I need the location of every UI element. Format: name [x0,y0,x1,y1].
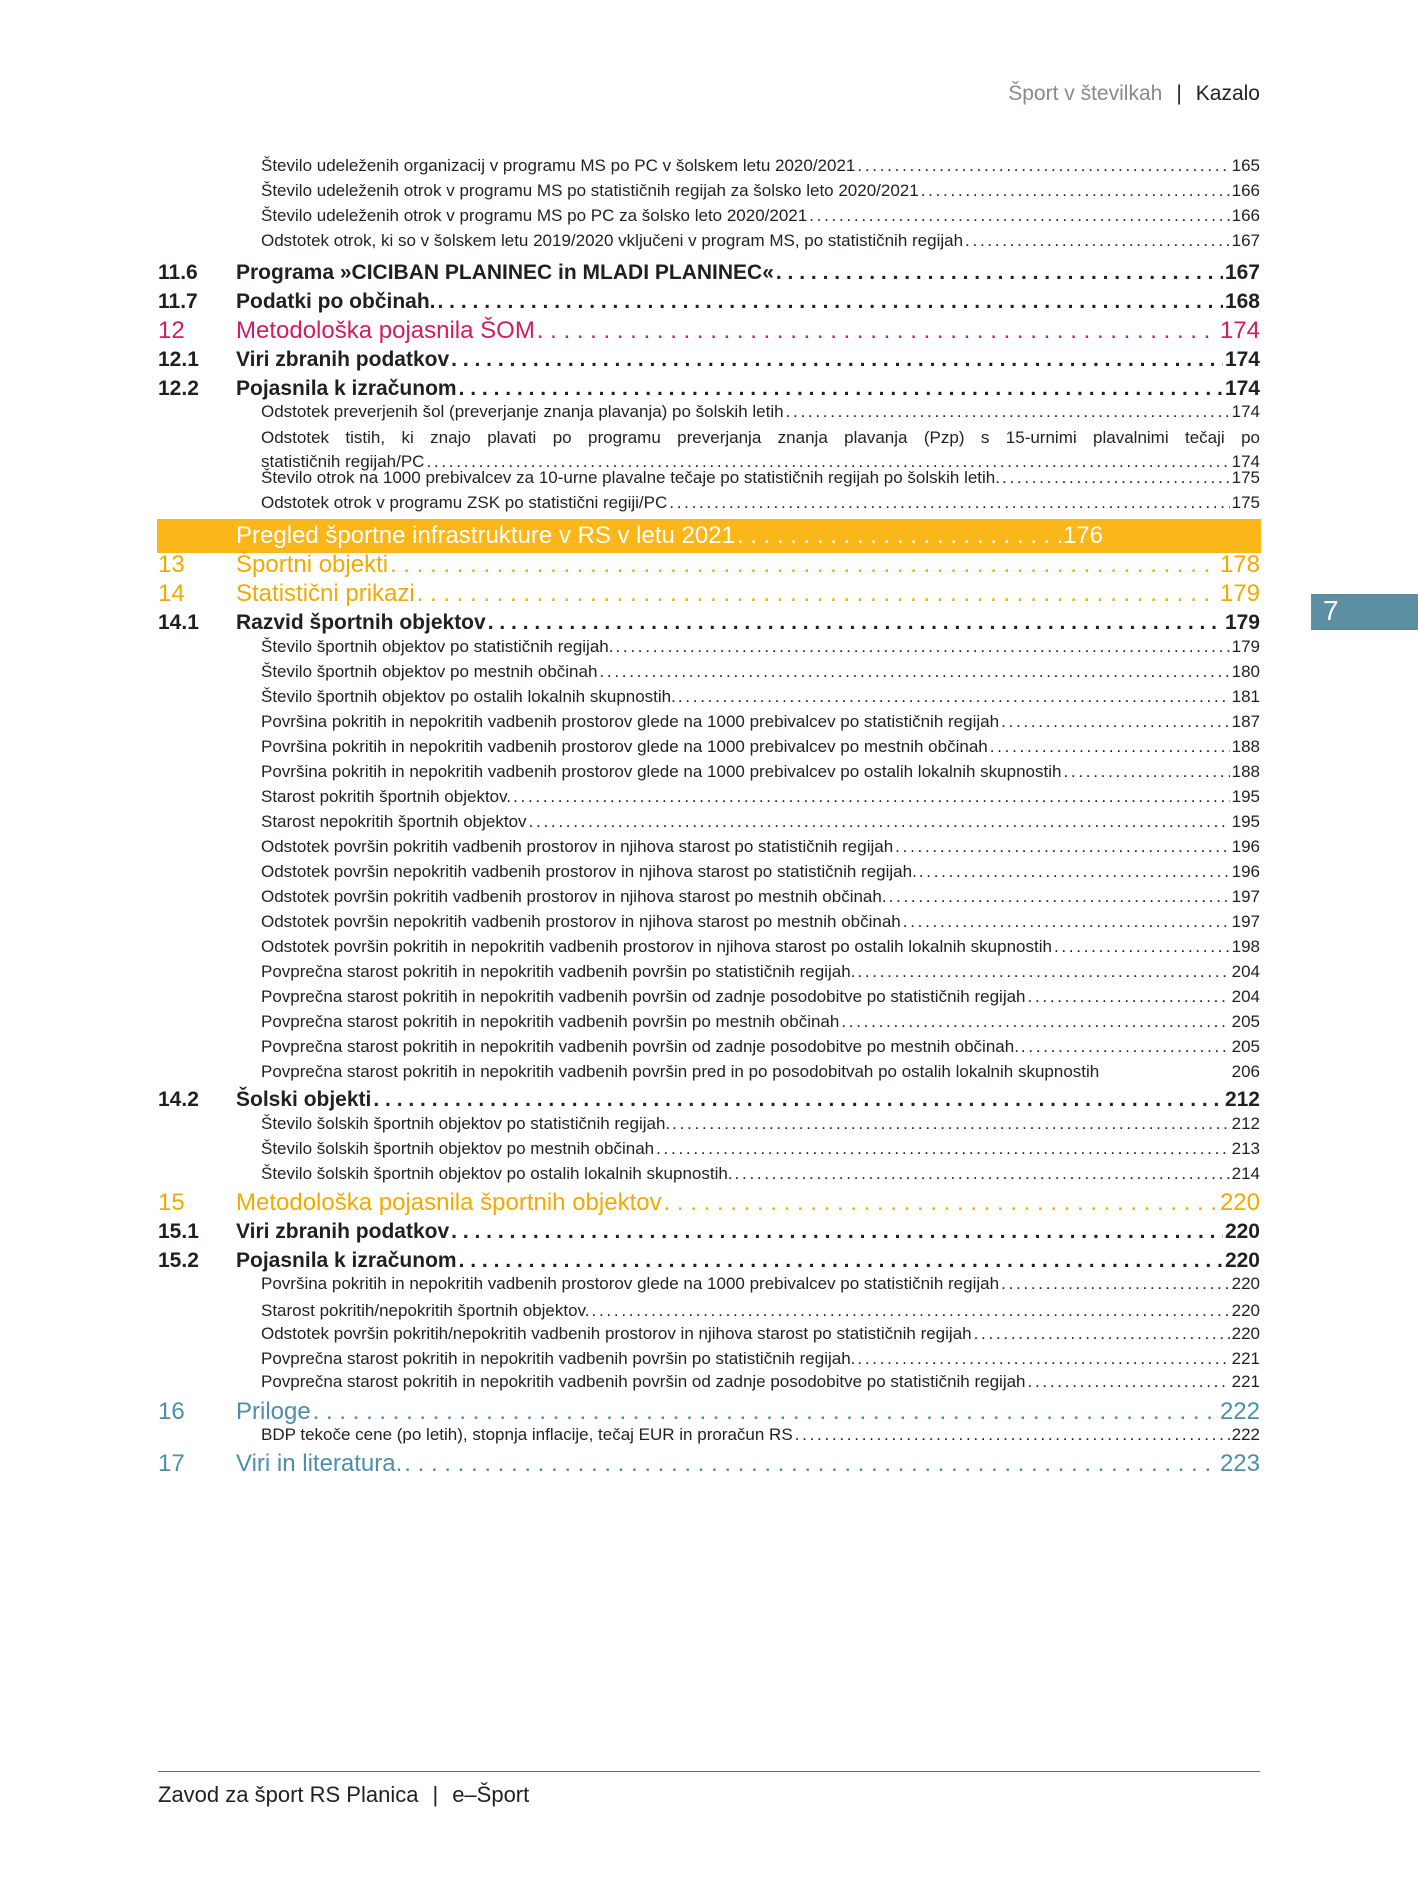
toc-number: 15 [158,1189,185,1216]
toc-entry-title: Povprečna starost pokritih in nepokritih vadbenih površin po mestnih občinah [261,1012,840,1031]
toc-leader-dots [1002,465,1230,491]
toc-page-number: 221 [1231,1372,1260,1391]
toc-leader-dots [965,228,1230,254]
toc-leader-dots [809,203,1229,229]
footer-label: e–Šport [452,1782,530,1807]
toc-page-number: 174 [1219,317,1260,344]
toc-entry-title: Starost pokritih športnih objektov. [261,787,512,806]
toc-page-number: 176 [1062,522,1103,549]
toc-entry-title: Podatki po občinah. [236,290,436,313]
toc-page-number: 205 [1231,1037,1260,1056]
toc-entry [261,153,1260,179]
toc-entry [236,1447,1260,1481]
toc-entry [261,1111,1260,1137]
toc-number: 15.1 [158,1220,199,1243]
toc-entry [261,909,1260,935]
toc-leader-dots [678,684,1230,710]
toc-entry [261,1136,1260,1162]
toc-entry-title: Povprečna starost pokritih in nepokritih vadbenih površin od zadnje posodobitve po statističnih regijah [261,1372,1026,1391]
chapter-tab-number: 7 [1323,595,1339,626]
toc-entry-title: Pojasnila k izračunom [236,1249,457,1272]
toc-entry-title: Število šolskih športnih objektov po mestnih občinah [261,1139,655,1158]
toc-entry-title: Metodološka pojasnila športnih objektov [236,1189,662,1216]
toc-entry-title: Šolski objekti [236,1088,372,1111]
toc-entry-title: Odstotek površin pokritih/nepokritih vadbenih prostorov in njihova starost po statističnih regijah [261,1324,972,1343]
toc-entry-title: Število otrok na 1000 prebivalcev za 10-urne plavalne tečaje po statističnih regijah po šolskih letih. [261,468,1000,487]
toc-entry [261,1271,1260,1297]
toc-page-number: 166 [1231,206,1260,225]
toc-entry-title: Odstotek preverjenih šol (preverjanje znanja plavanja) po šolskih letih [261,402,784,421]
toc-leader-dots [841,1009,1229,1035]
toc-page-number: 213 [1231,1139,1260,1158]
toc-page-number: 221 [1231,1349,1260,1368]
toc-entry-title-line2: statističnih regijah/PC [261,452,425,471]
toc-entry [261,934,1260,960]
toc-leader-dots [889,884,1230,910]
toc-entry-title: Število šolskih športnih objektov po ostalih lokalnih skupnostih. [261,1164,733,1183]
toc-leader-dots [786,399,1230,425]
toc-page-number: 187 [1231,712,1260,731]
toc-leader-dots [599,659,1229,685]
toc-entry [261,759,1260,785]
toc-number: 12 [158,317,185,344]
running-footer [158,1782,529,1808]
toc-page-number: 222 [1231,1425,1260,1444]
toc-page-number: 223 [1219,1450,1260,1477]
toc-entry-title: Odstotek otrok, ki so v šolskem letu 2019/2020 vključeni v program MS, po statističnih regijah [261,231,964,250]
toc-leader-dots [1001,1271,1230,1297]
toc-page-number: 220 [1231,1274,1260,1293]
toc-leader-dots [857,153,1229,179]
toc-entry-title: Število udeleženih organizacij v programu MS po PC v šolskem letu 2020/2021 [261,156,856,175]
toc-leader-dots [903,909,1230,935]
toc-page-number: 166 [1231,181,1260,200]
toc-entry-title: Površina pokritih in nepokritih vadbenih prostorov glede na 1000 prebivalcev po statističnih regijah [261,1274,1000,1293]
toc-leader-dots [1028,1369,1230,1395]
toc-entry-title: Pregled športne infrastrukture v RS v letu 2021 [236,522,735,549]
toc-page-number: 222 [1219,1398,1260,1425]
toc-page-number: 205 [1231,1012,1260,1031]
toc-entry [261,1059,1260,1085]
toc-entry [261,659,1260,685]
toc-entry-title: Metodološka pojasnila ŠOM [236,317,535,344]
toc-entry [261,203,1260,229]
toc-leader-dots [1063,759,1229,785]
toc-entry-title: Športni objekti [236,551,389,578]
toc-leader-dots [974,1321,1230,1347]
toc-entry [261,228,1260,254]
toc-number: 13 [158,551,185,578]
toc-entry-title: Odstotek otrok v programu ZSK po statistični regiji/PC [261,493,668,512]
toc-entry-title: Povprečna starost pokritih in nepokritih vadbenih površin od zadnje posodobitve po statističnih regijah [261,987,1026,1006]
toc-page-number: 197 [1231,912,1260,931]
toc-page-number: 196 [1231,862,1260,881]
toc-page-number: 195 [1231,812,1260,831]
toc-leader-dots [404,1447,1218,1481]
toc-number: 17 [158,1450,185,1477]
toc-entry-title: Površina pokritih in nepokritih vadbenih prostorov glede na 1000 prebivalcev po mestnih občinah [261,737,988,756]
toc-number: 16 [158,1398,185,1425]
footer-separator: | [432,1782,439,1807]
toc-entry-title: BDP tekoče cene (po letih), stopnja inflacije, tečaj EUR in proračun RS [261,1425,793,1444]
toc-entry-title: Površina pokritih in nepokritih vadbenih prostorov glede na 1000 prebivalcev po ostalih lokalnih skupnostih [261,762,1062,781]
toc-leader-dots [735,1161,1230,1187]
toc-leader-dots [529,809,1230,835]
toc-leader-dots [990,734,1230,760]
toc-page-number: 220 [1224,1249,1260,1272]
toc-leader-dots [1021,1034,1230,1060]
toc-leader-dots [615,634,1229,660]
toc-entry-title: Število športnih objektov po statističnih regijah. [261,637,614,656]
toc-page-number: 220 [1219,1189,1260,1216]
toc-page-number: 174 [1231,402,1260,421]
toc-entry-title: Programa »CICIBAN PLANINEC in MLADI PLANINEC« [236,261,774,284]
toc-page-number: 167 [1224,261,1260,284]
toc-page-number: 165 [1231,156,1260,175]
toc-entry-title: Starost pokritih/nepokritih športnih objektov. [261,1301,590,1320]
toc-entry [261,178,1260,204]
toc-entry-title: Viri in literatura. [236,1450,403,1477]
toc-entry [261,884,1260,910]
toc-leader-dots [669,490,1229,516]
toc-entry-title: Odstotek površin nepokritih vadbenih prostorov in njihova starost po mestnih občinah [261,912,901,931]
toc-entry [261,1422,1260,1448]
toc-number: 11.7 [158,290,198,313]
toc-page-number: 167 [1231,231,1260,250]
toc-leader-dots [1028,984,1230,1010]
toc-leader-dots [795,1422,1230,1448]
toc-entry-title: Število šolskih športnih objektov po statističnih regijah. [261,1114,671,1133]
toc-number: 11.6 [158,261,198,284]
toc-entry-title: Število športnih objektov po mestnih občinah [261,662,598,681]
toc-entry-title: Odstotek površin pokritih in nepokritih vadbenih prostorov in njihova starost po ostalih lokalnih skupnostih [261,937,1052,956]
toc-page-number: 168 [1224,290,1260,313]
toc-number: 12.1 [158,348,199,371]
toc-page-number: 179 [1224,611,1260,634]
toc-page-number: 220 [1231,1324,1260,1343]
toc-number: 14.1 [158,611,199,634]
toc-entry-title: Starost nepokritih športnih objektov [261,812,527,831]
toc-entry-title: Priloge [236,1398,311,1425]
toc-entry-title: Viri zbranih podatkov [236,1220,450,1243]
toc-page-number: 178 [1219,551,1260,578]
toc-page-number: 196 [1231,837,1260,856]
toc-entry-title: Odstotek površin nepokritih vadbenih prostorov in njihova starost po statističnih regijah. [261,862,917,881]
toc-number: 15.2 [158,1249,199,1272]
toc-page-number: 204 [1231,962,1260,981]
toc-entry-title: Povprečna starost pokritih in nepokritih vadbenih površin po statističnih regijah. [261,962,856,981]
toc-page-number: 174 [1224,377,1260,400]
toc-entry [261,834,1260,860]
toc-page-number: 175 [1231,493,1260,512]
toc-page-number: 214 [1231,1164,1260,1183]
toc-entry-title: Število udeleženih otrok v programu MS po statističnih regijah za šolsko leto 2020/2021 [261,181,919,200]
toc-entry [261,984,1260,1010]
toc-entry-title: Odstotek površin pokritih vadbenih prostorov in njihova starost po mestnih občinah. [261,887,887,906]
toc-page-number: 204 [1231,987,1260,1006]
toc-entry-title: Povprečna starost pokritih in nepokritih vadbenih površin pred in po posodobitvah po ostalih lokalnih skupnostih [261,1062,1100,1081]
toc-entry [261,1009,1260,1035]
toc-entry [261,465,1260,491]
toc-entry [261,634,1260,660]
toc-leader-dots [921,178,1230,204]
header-doc-title: Šport v številkah [1008,82,1163,105]
toc-number: 14.2 [158,1088,199,1111]
toc-leader-dots [1054,934,1230,960]
toc-leader-dots [656,1136,1230,1162]
toc-page-number: 188 [1231,737,1260,756]
toc-entry [261,1034,1260,1060]
toc-page-number: 179 [1231,637,1260,656]
toc-page-number: 220 [1224,1220,1260,1243]
toc-leader-dots [919,859,1230,885]
toc-entry-title: Število športnih objektov po ostalih lokalnih skupnostih. [261,687,676,706]
toc-entry-title: Povprečna starost pokritih in nepokritih vadbenih površin po statističnih regijah. [261,1349,856,1368]
running-header [1008,82,1260,106]
footer-publisher: Zavod za šport RS Planica [158,1782,419,1807]
toc-leader-dots [513,784,1230,810]
toc-entry-title: Povprečna starost pokritih in nepokritih vadbenih površin od zadnje posodobitve po mestnih občinah. [261,1037,1019,1056]
toc-entry [261,1161,1260,1187]
toc-entry [261,490,1260,516]
chapter-side-tab [1311,594,1418,630]
toc-page-number: 220 [1231,1301,1260,1320]
toc-entry [261,1321,1260,1347]
toc-entry [261,709,1260,735]
footer-divider [158,1771,1260,1772]
toc-number: 12.2 [158,377,199,400]
toc-entry [261,959,1260,985]
header-separator: | [1176,82,1182,105]
toc-page-number: 180 [1231,662,1260,681]
toc-page-number: 175 [1231,468,1260,487]
toc-page-number: 197 [1231,887,1260,906]
header-section: Kazalo [1195,82,1260,105]
toc-page-number: 212 [1224,1088,1260,1111]
toc-entry [261,859,1260,885]
toc-entry-title: Viri zbranih podatkov [236,348,450,371]
toc-page-number: 198 [1231,937,1260,956]
toc-page-number: 188 [1231,762,1260,781]
toc-page-number: 195 [1231,787,1260,806]
toc-number: 14 [158,580,185,607]
toc-page-number: 174 [1231,452,1260,471]
toc-entry [261,684,1260,710]
toc-leader-dots [895,834,1229,860]
toc-leader-dots [672,1111,1229,1137]
toc-leader-dots [1001,709,1230,735]
toc-leader-dots [857,959,1229,985]
toc-entry-title: Pojasnila k izračunom [236,377,457,400]
toc-entry-title: Število udeleženih otrok v programu MS po PC za šolsko leto 2020/2021 [261,206,808,225]
toc-page-number: 212 [1231,1114,1260,1133]
toc-entry [261,1369,1260,1395]
toc-page-number: 206 [1231,1062,1260,1081]
toc-entry-title: Statistični prikazi [236,580,415,607]
toc-page-number: 174 [1224,348,1260,371]
toc-entry-title: Odstotek površin pokritih vadbenih prostorov in njihova starost po statističnih regijah [261,837,894,856]
toc-page-number: 181 [1231,687,1260,706]
toc-entry-title: Površina pokritih in nepokritih vadbenih prostorov glede na 1000 prebivalcev po statističnih regijah [261,712,1000,731]
toc-entry [261,784,1260,810]
toc-entry [261,399,1260,425]
toc-page-number: 179 [1219,580,1260,607]
toc-entry [261,734,1260,760]
toc-entry-title: Razvid športnih objektov [236,611,486,634]
toc-entry [261,809,1260,835]
toc-entry-title-line1: Odstotek tistih, ki znajo plavati po programu preverjanja znanja plavanja (Pzp) s 15-urnimi plavalnimi tečaji po [261,428,1260,447]
